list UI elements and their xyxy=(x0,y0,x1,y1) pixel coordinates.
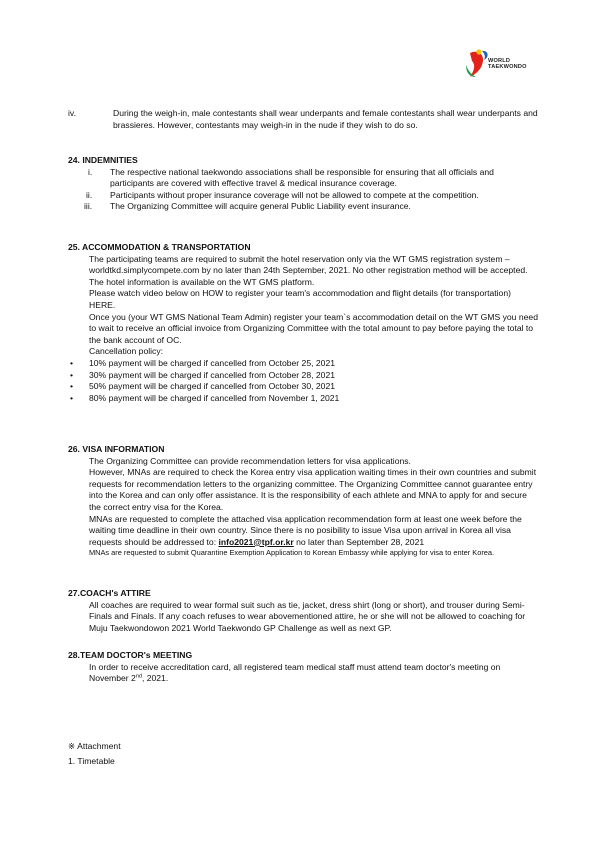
list-item-text: 80% payment will be charged if cancelled from November 1, 2021 xyxy=(89,392,340,403)
list-item-text: 10% payment will be charged if cancelled from October 25, 2021 xyxy=(89,357,336,368)
logo-wordmark xyxy=(488,58,527,71)
item-text: During the weigh-in, male contestants shall wear underpants and female contestants shall wear underpants and brassieres. However, contestants may weigh-in in the nude if they wish to do so. xyxy=(113,108,538,130)
item-text: The respective national taekwondo associations shall be responsible for ensuring that all officials and participants are covered with effective travel & medical insurance coverage. xyxy=(110,166,494,189)
section-heading: 24. INDEMNITIES xyxy=(68,155,138,165)
attachment-label: ※ Attachment xyxy=(68,741,121,751)
paragraph: The Organizing Committee can provide recommendation letters for visa applications. xyxy=(89,455,411,466)
section-accommodation xyxy=(68,242,538,404)
section-team-doctor-meeting xyxy=(68,650,538,685)
email-link[interactable]: info2021@tpf.or.kr xyxy=(218,536,294,547)
paragraph: Please watch video below on HOW to register your team's accommodation and flight details (for transportation) HERE. xyxy=(89,288,511,310)
section-coach-attire xyxy=(68,588,538,634)
item-number: iii. xyxy=(84,201,93,212)
paragraph: Once you (your WT GMS National Team Admin) register your team`s accommodation detail on the WT GMS you need to wait to receive an official invoice from Organizing Committee with the total amount to pay before paying the total to the bank account of OC. xyxy=(89,311,538,345)
bullet-icon: • xyxy=(70,381,74,392)
logo-line-world: WORLD xyxy=(488,58,511,64)
paragraph: However, MNAs are required to check the Korea entry visa application waiting times in their own countries and submit requests for recommendation letters to the organizing committee. The Organizing Committee cannot guarantee entry into the Korea and can only offer assistance. It is the responsibility of each athlete and MNA to apply for and secure the correct entry visa for the Korea. xyxy=(89,467,537,512)
logo-line-taekwondo: TAEKWONDO xyxy=(488,64,527,71)
item-text: The Organizing Committee will acquire general Public Liability event insurance. xyxy=(110,201,411,212)
paragraph xyxy=(89,662,538,685)
paragraph: All coaches are required to wear formal suit such as tie, jacket, dress shirt (long or short), and trouser during Semi-Finals and Finals. If any coach refuses to wear abovementioned attire, he or she will not be allowed to coaching for Muju Taekwondowon 2021 World Taekwondo GP Challenge as well as next GP. xyxy=(89,599,526,633)
section-visa-information xyxy=(68,444,538,559)
bullet-icon: • xyxy=(70,369,74,380)
weigh-in-item xyxy=(68,108,538,131)
item-text: Participants without proper insurance coverage will not be allowed to compete at the competition. xyxy=(110,189,479,200)
section-heading: 25. ACCOMMODATION & TRANSPORTATION xyxy=(68,242,251,252)
item-number: ii. xyxy=(86,189,93,200)
attachment-item: 1. Timetable xyxy=(68,755,115,766)
paragraph: The participating teams are required to submit the hotel reservation only via the WT GMS registration system – worldtkd.simplycompete.com by no later than 24th September, 2021. No other registration method will be accepted. The hotel information is available on the WT GMS platform. xyxy=(89,253,528,287)
item-number: i. xyxy=(88,166,93,177)
paragraph-text: no later than September 28, 2021 xyxy=(293,536,425,547)
section-heading: 26. VISA INFORMATION xyxy=(68,444,165,454)
paragraph-text: , 2021. xyxy=(141,673,169,684)
list-item-text: 30% payment will be charged if cancelled from October 28, 2021 xyxy=(89,369,336,380)
section-heading: 28.TEAM DOCTOR's MEETING xyxy=(68,650,193,660)
attachment-section xyxy=(68,741,538,767)
ordinal-suffix: nd xyxy=(135,673,142,680)
list-item-text: 50% payment will be charged if cancelled from October 30, 2021 xyxy=(89,381,336,392)
list-item xyxy=(68,370,538,382)
bullet-icon: • xyxy=(70,392,74,403)
paragraph-note: MNAs are requested to submit Quarantine Exemption Application to Korean Embassy while applying for visa to enter Korea. xyxy=(89,548,495,558)
paragraph-text: In order to receive accreditation card, all registered team medical staff must attend team doctor's meeting on November 2 xyxy=(89,661,501,684)
list-item xyxy=(68,393,538,405)
list-item xyxy=(68,358,538,370)
section-indemnities xyxy=(68,155,538,213)
item-number: iv. xyxy=(68,108,76,118)
section-heading: 27.COACH's ATTIRE xyxy=(68,588,151,598)
list-item xyxy=(68,381,538,393)
bullet-icon: • xyxy=(70,357,74,368)
paragraph: Cancellation policy: xyxy=(89,346,164,357)
paragraph xyxy=(89,514,538,549)
paragraph-text: MNAs are requested to complete the attached visa application recommendation form at least one week before the waiting time deadline in their own country. Since there is no posibility to issue Visa upon arrival in Korea all visa requests should be addressed to: xyxy=(89,513,522,547)
